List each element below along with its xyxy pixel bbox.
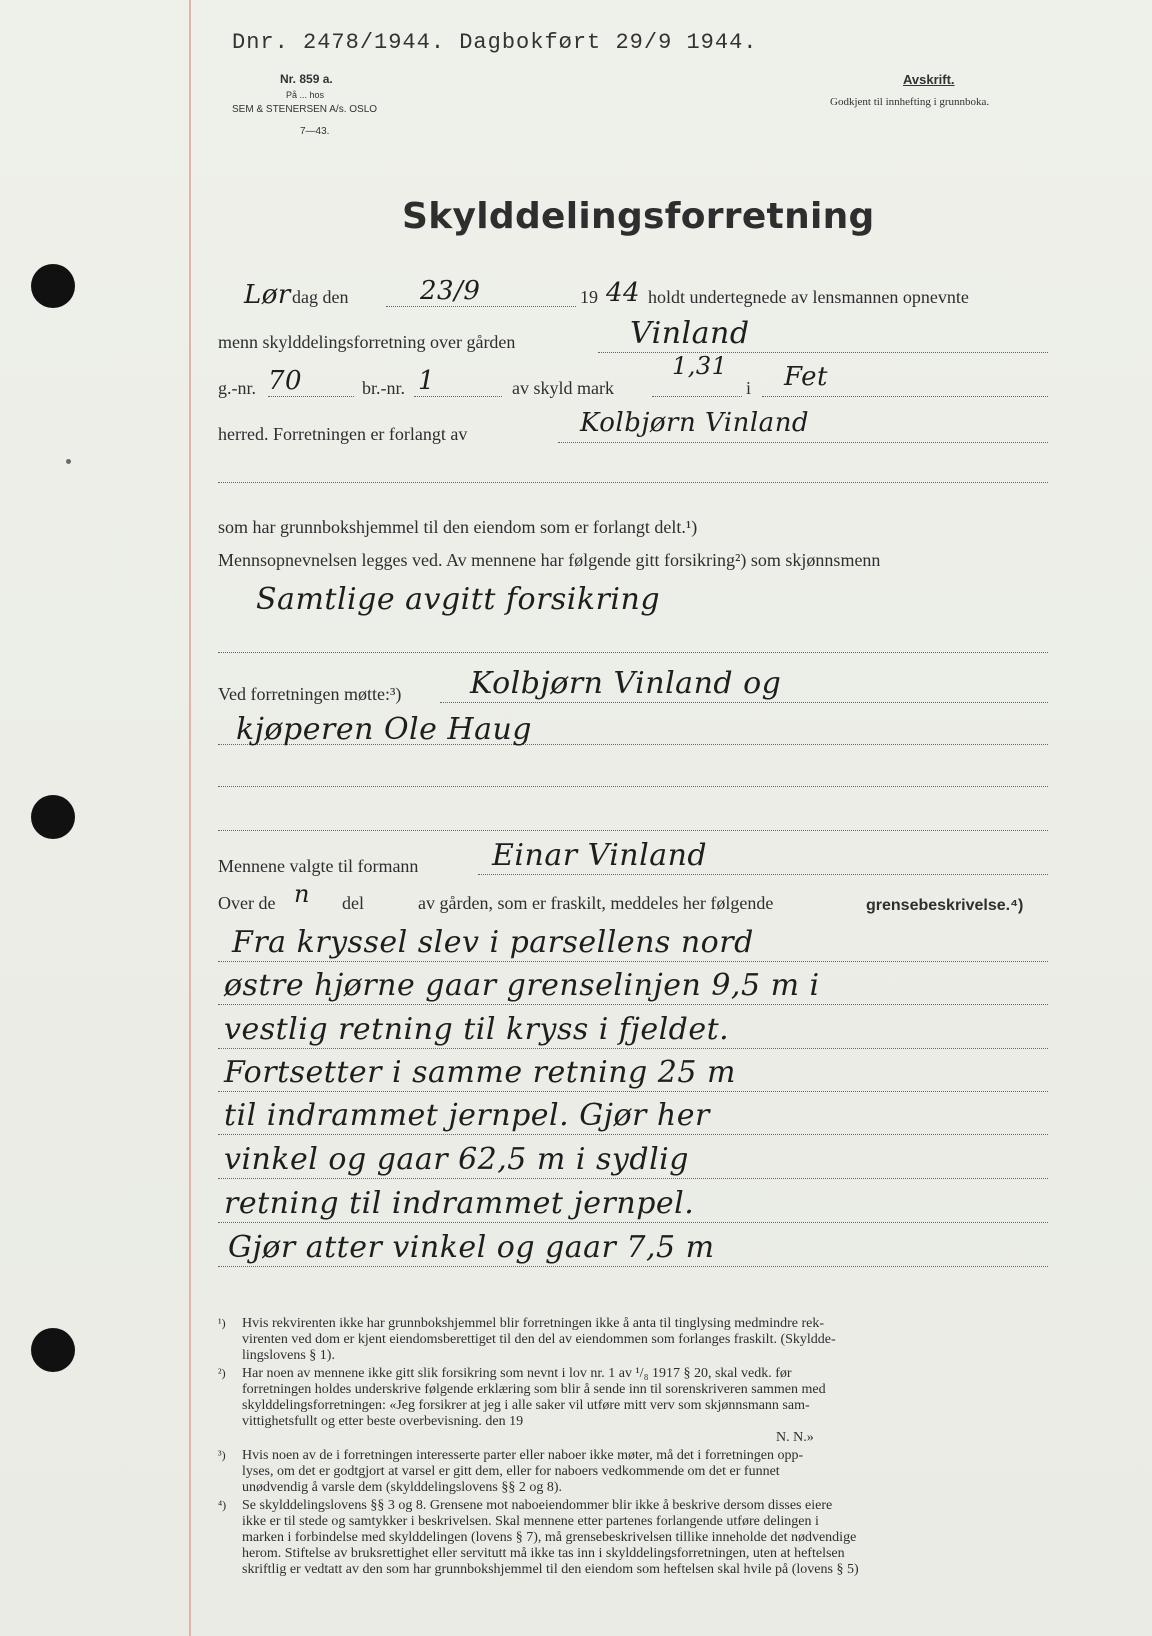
over-text-c: av gården, som er fraskilt, meddeles her følgende: [418, 893, 774, 913]
footnote-line: Hvis noen av de i forretningen interesserte parter eller naboer ikke møter, må det i forretningen opp-: [242, 1448, 804, 1463]
description-line: Gjør atter vinkel og gaar 7,5 m: [228, 1230, 715, 1265]
footnote-number: ¹): [218, 1316, 226, 1330]
formann-handwritten: Einar Vinland: [492, 838, 708, 873]
description-line: retning til indrammet jernpel.: [224, 1186, 695, 1221]
description-ruled-line: [218, 1048, 1048, 1049]
blank-line-2: [218, 652, 1048, 653]
footnote-line: skriftlig er vedtatt av den som har grunnbokshjemmel til den eiendom som heftelsen skal hvile på (lovens § 5): [242, 1562, 859, 1577]
godkjent-note: Godkjent til innhefting i grunnboka.: [830, 96, 990, 108]
formann-line: [478, 874, 1048, 875]
footnote-number: ²): [218, 1366, 226, 1380]
dag-den-label: dag den: [292, 287, 349, 307]
description-ruled-line: [218, 1091, 1048, 1092]
punch-hole-middle: [31, 795, 75, 839]
requester-handwritten: Kolbjørn Vinland: [580, 408, 810, 438]
description-line: østre hjørne gaar grenselinjen 9,5 m i: [224, 968, 820, 1003]
description-ruled-line: [218, 961, 1048, 962]
weekday-handwritten: Lør: [244, 280, 291, 310]
skyld-line: [652, 396, 742, 397]
gnr-label: g.-nr.: [218, 378, 256, 398]
gnr-handwritten: 70: [268, 366, 303, 396]
motte-text: Ved forretningen møtte:³): [218, 684, 402, 704]
hjemmel-text: som har grunnbokshjemmel til den eiendom som er forlangt delt.¹): [218, 517, 698, 537]
form-number: Nr. 859 a.: [280, 72, 333, 86]
footnote-line: Se skylddelingslovens §§ 3 og 8. Grensene mot naboeiendommer blir ikke å beskrive dersom disses eiere: [242, 1498, 833, 1513]
description-line: Fortsetter i samme retning 25 m: [224, 1055, 736, 1090]
holdt-text: holdt undertegnede av lensmannen opnevnte: [648, 287, 969, 307]
gnr-line: [268, 396, 354, 397]
over-text-a: Over de: [218, 893, 276, 913]
punch-hole-bottom: [31, 1328, 75, 1372]
punch-hole-top: [31, 264, 75, 308]
blank-line-3: [218, 786, 1048, 787]
footnote-line: unødvendig å varsle dem (skylddelingslovens §§ 2 og 8).: [242, 1480, 563, 1495]
brnr-label: br.-nr.: [362, 378, 405, 398]
description-line: vestlig retning til kryss i fjeldet.: [224, 1012, 730, 1047]
footnote-line: forretningen holdes underskrive følgende erklæring som blir å sende inn til sorenskriveren sammen med: [242, 1382, 826, 1397]
footnote-line: Hvis rekvirenten ikke har grunnbokshjemmel blir forretningen ikke å anta til tinglysing medmindre rek-: [242, 1316, 825, 1331]
mennsopnevnelse-text: Mennsopnevnelsen legges ved. Av mennene har følgende gitt forsikring²) som skjønnsmenn: [218, 550, 881, 570]
footnote-line: vittighetsfullt og etter beste overbevisning. den 19: [242, 1414, 524, 1429]
date-line: [386, 306, 576, 307]
municipality-handwritten: Fet: [784, 362, 828, 392]
blank-line-4: [218, 830, 1048, 831]
footnote-line: marken i forbindelse med skylddelingen (lovens § 7), må grensebeskrivelsen tillike inneholde det nødvendige: [242, 1530, 857, 1545]
i-label: i: [746, 378, 752, 398]
form-stamp-small: På ... hos: [286, 90, 325, 100]
description-ruled-line: [218, 1266, 1048, 1267]
footnote-line: Har noen av mennene ikke gitt slik forsikring som nevnt i lov nr. 1 av ¹/₈ 1917 § 20, skal vedk. før: [242, 1366, 792, 1381]
formann-text: Mennene valgte til formann: [218, 856, 419, 876]
printer-name: SEM & STENERSEN A/s. OSLO: [232, 104, 378, 115]
journal-number-line: Dnr. 2478/1944. Dagbokført 29/9 1944.: [232, 30, 758, 55]
footnote-line: lyses, om det er godtgjort at varsel er gitt dem, eller for naboers vedkommende om det er funnet: [242, 1464, 780, 1479]
red-margin-line: [189, 0, 191, 1636]
over-text-b: del: [342, 893, 364, 913]
grense-bold: grensebeskrivelse.⁴): [866, 897, 1024, 914]
motte-handwritten-2: kjøperen Ole Haug: [236, 712, 533, 747]
motte-line-1: [440, 702, 1048, 703]
footnote-signature: N. N.»: [776, 1430, 814, 1445]
footnote-line: ikke er til stede og samtykker i beskrivelsen. Skal mennene etter partenes forlangende utføre delingen i: [242, 1514, 819, 1529]
municipality-line: [762, 396, 1048, 397]
avskrift-label: Avskrift.: [903, 72, 955, 87]
footnote-line: herom. Stiftelse av bruksrettighet eller servitutt må ikke tas inn i skylddelingsforretningen, uten at heftelsen: [242, 1546, 845, 1561]
forsikring-handwritten: Samtlige avgitt forsikring: [256, 582, 661, 617]
blank-line-1: [218, 482, 1048, 483]
paper-speck: [66, 459, 71, 464]
year-handwritten: 44: [606, 278, 641, 308]
date-handwritten: 23/9: [420, 276, 481, 306]
description-ruled-line: [218, 1134, 1048, 1135]
print-date: 7—43.: [300, 126, 330, 137]
footnote-number: ⁴): [218, 1498, 227, 1512]
footnote-line: skylddelingsforretningen: «Jeg forsikrer at jeg i alle saker vil utføre mitt verv som skjønnsmann sam-: [242, 1398, 810, 1413]
skyld-label: av skyld mark: [512, 378, 614, 398]
footnote-line: virenten ved dom er kjent eiendomsberettiget til den del av eiendommen som forlanges fraskilt. (Skyldde-: [242, 1332, 836, 1347]
description-ruled-line: [218, 1178, 1048, 1179]
brnr-line: [414, 396, 502, 397]
herred-text: herred. Forretningen er forlangt av: [218, 424, 468, 444]
description-line: til indrammet jernpel. Gjør her: [224, 1098, 710, 1133]
page-title: Skylddelingsforretning: [402, 196, 875, 237]
year-prefix: 19: [580, 287, 598, 307]
description-ruled-line: [218, 1004, 1048, 1005]
menn-text: menn skylddelingsforretning over gården: [218, 332, 516, 352]
farm-line: [598, 352, 1048, 353]
skyld-handwritten: 1,31: [672, 352, 728, 380]
description-ruled-line: [218, 1222, 1048, 1223]
footnote-line: lingslovens § 1).: [242, 1348, 335, 1363]
requester-line: [558, 442, 1048, 443]
description-line: vinkel og gaar 62,5 m i sydlig: [224, 1142, 689, 1177]
description-line: Fra kryssel slev i parsellens nord: [232, 925, 754, 960]
brnr-handwritten: 1: [418, 366, 436, 396]
over-handwritten: n: [294, 880, 310, 908]
footnote-number: ³): [218, 1448, 226, 1462]
motte-handwritten-1: Kolbjørn Vinland og: [470, 666, 782, 701]
farm-handwritten: Vinland: [630, 316, 750, 351]
